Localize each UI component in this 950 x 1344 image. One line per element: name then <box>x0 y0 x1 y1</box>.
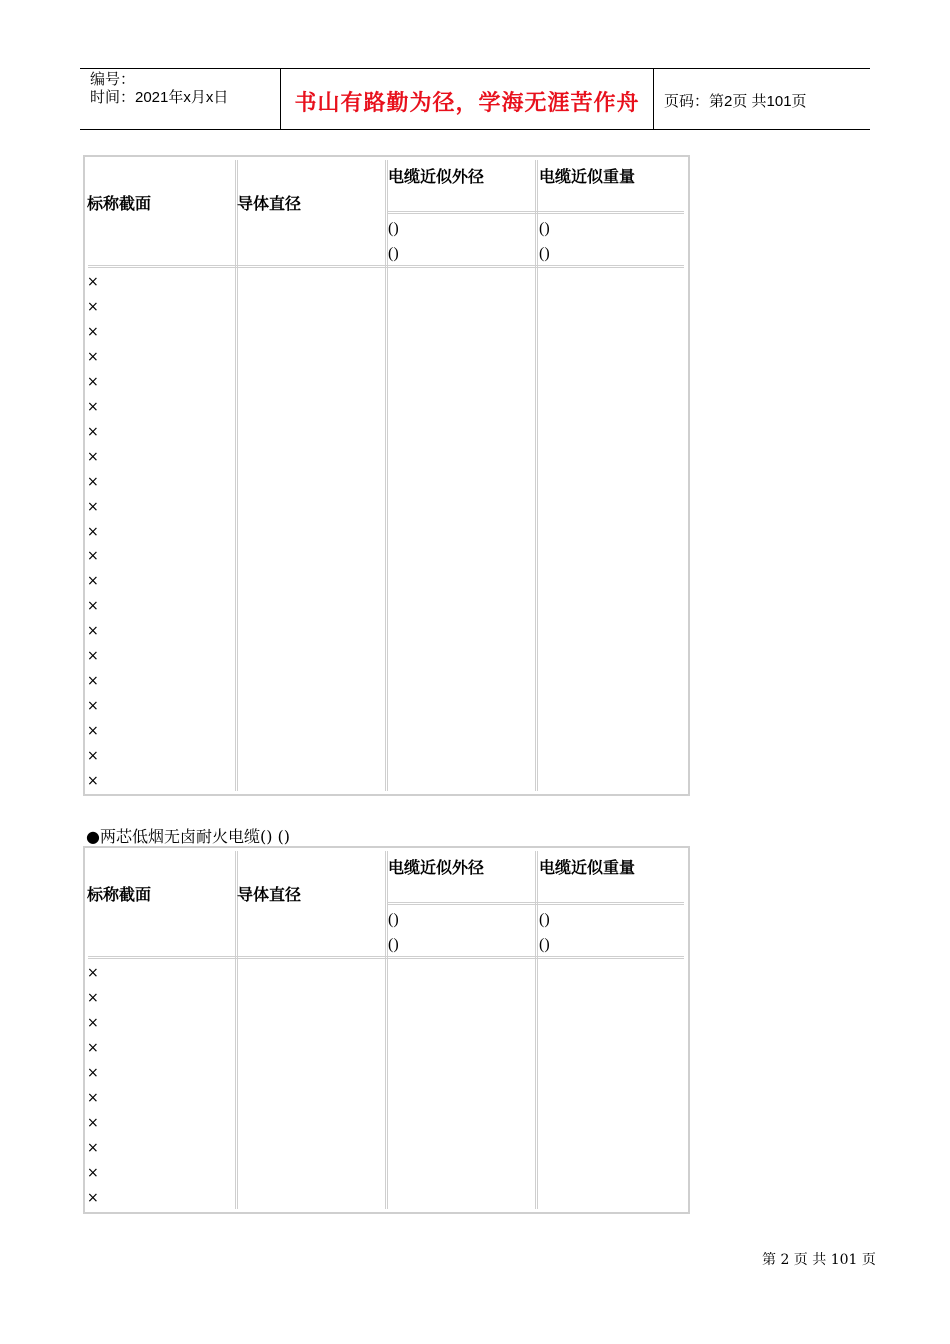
table-row: × <box>87 473 99 490</box>
table-row: × <box>87 698 99 715</box>
cable-spec-table-1 <box>83 155 690 796</box>
unit-label: () <box>539 911 550 928</box>
table-row: × <box>87 673 99 690</box>
table-row: × <box>87 1014 99 1031</box>
table-row: × <box>87 1114 99 1131</box>
table-row: × <box>87 989 99 1006</box>
header-cable-outer-diameter: 电缆近似外径 <box>388 858 485 877</box>
table-row: × <box>87 773 99 790</box>
table-row: × <box>87 648 99 665</box>
page-header <box>80 68 870 130</box>
unit-label: () <box>539 220 550 237</box>
table-row: × <box>87 523 99 540</box>
header-nominal-section: 标称截面 <box>87 885 152 904</box>
table-row: × <box>87 1089 99 1106</box>
document-time: 时间：2021年x月x日 <box>90 89 229 106</box>
cable-spec-table-2 <box>83 846 690 1214</box>
section-caption: ●两芯低烟无卤耐火电缆() () <box>86 827 291 846</box>
cross-section-column <box>87 961 99 1211</box>
table-row: × <box>87 448 99 465</box>
table-row: × <box>87 1189 99 1206</box>
table-row: × <box>87 348 99 365</box>
header-cable-outer-diameter: 电缆近似外径 <box>388 167 485 186</box>
row-divider <box>88 265 684 268</box>
header-cable-weight: 电缆近似重量 <box>539 167 636 186</box>
header-motto-cell <box>281 69 654 129</box>
table-row: × <box>87 398 99 415</box>
cross-section-column <box>87 270 99 794</box>
unit-label: () <box>388 220 399 237</box>
header-page-cell <box>654 69 870 129</box>
table-row: × <box>87 423 99 440</box>
table-row: × <box>87 548 99 565</box>
table-row: × <box>87 298 99 315</box>
unit-label: () <box>388 245 399 262</box>
motto: 书山有路勤为径，学海无涯苦作舟 <box>294 91 640 116</box>
table-row: × <box>87 623 99 640</box>
column-divider <box>535 160 538 791</box>
table-row: × <box>87 323 99 340</box>
table-row: × <box>87 965 99 981</box>
table-row: × <box>87 1164 99 1181</box>
table-row: × <box>87 723 99 740</box>
table-row: × <box>87 573 99 590</box>
table-row: × <box>87 1039 99 1056</box>
header-nominal-section: 标称截面 <box>87 194 152 213</box>
document-number: 编号： <box>90 71 136 88</box>
unit-label: () <box>539 936 550 953</box>
row-divider <box>387 902 684 905</box>
table-row: × <box>87 498 99 515</box>
column-divider <box>235 160 238 791</box>
unit-label: () <box>388 936 399 953</box>
page-footer: 第 2 页 共 101 页 <box>762 1252 876 1268</box>
header-conductor-diameter: 导体直径 <box>237 194 302 213</box>
table-row: × <box>87 1064 99 1081</box>
page-number: 页码：第2页 共101页 <box>664 93 807 110</box>
table-row: × <box>87 748 99 765</box>
unit-label: () <box>388 911 399 928</box>
row-divider <box>88 956 684 959</box>
table-row: × <box>87 1139 99 1156</box>
unit-label: () <box>539 245 550 262</box>
table-row: × <box>87 373 99 390</box>
table-row: × <box>87 274 99 290</box>
row-divider <box>387 211 684 214</box>
header-conductor-diameter: 导体直径 <box>237 885 302 904</box>
header-cable-weight: 电缆近似重量 <box>539 858 636 877</box>
header-meta-cell <box>80 69 281 129</box>
table-row: × <box>87 598 99 615</box>
